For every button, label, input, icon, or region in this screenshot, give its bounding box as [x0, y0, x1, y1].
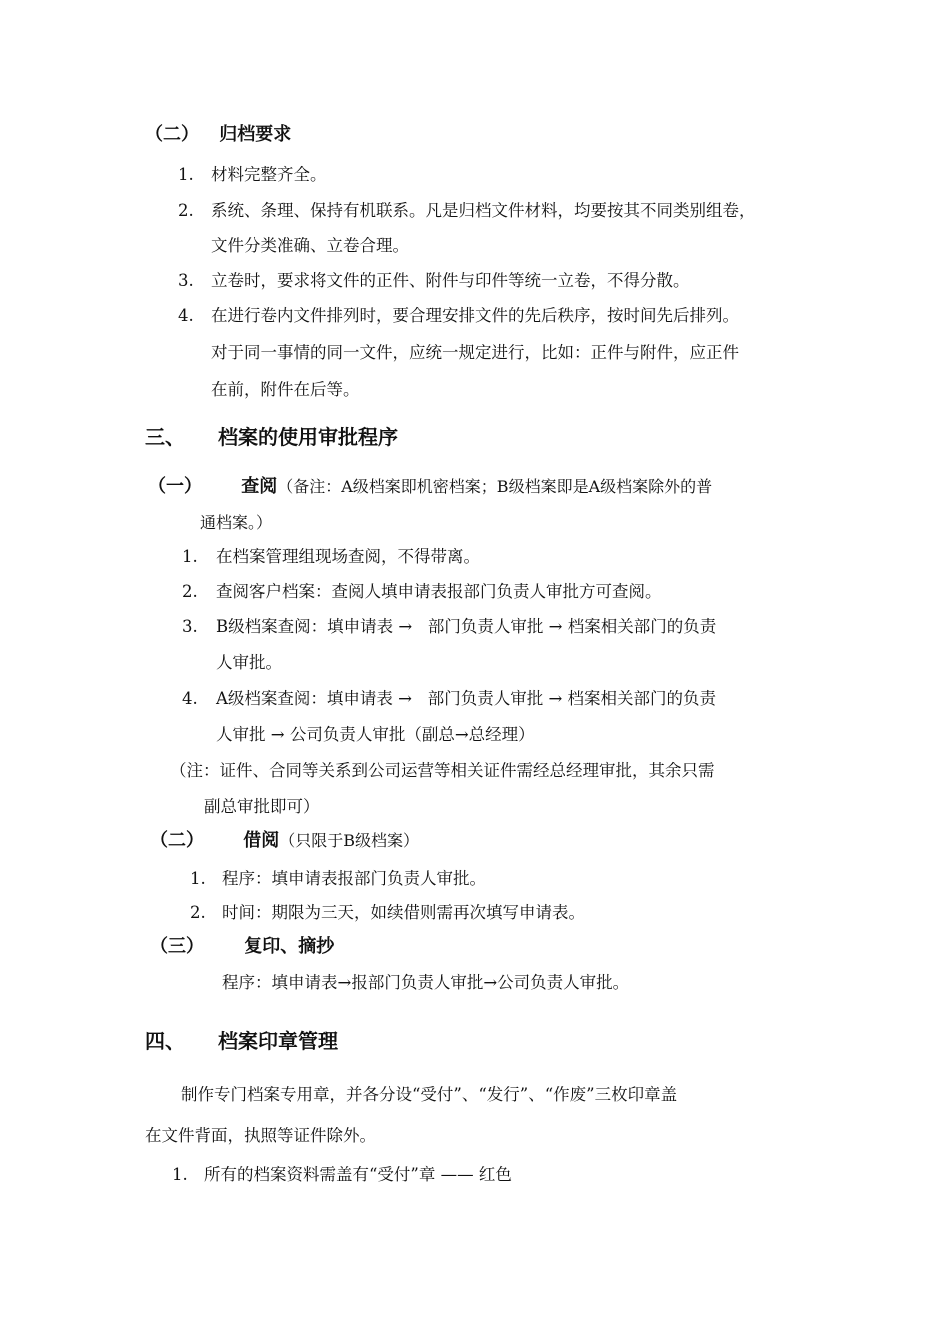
list-text: 系统、条理、保持有机联系。凡是归档文件材料，均要按其不同类别组卷，	[211, 201, 756, 220]
list-number: 3.	[178, 271, 194, 290]
list-text: 程序：填申请表报部门负责人审批。	[222, 869, 486, 888]
list-item	[178, 270, 690, 292]
list-item	[190, 902, 585, 924]
list-text: A级档案查阅：填申请表 → 部门负责人审批 → 档案相关部门的负责	[216, 689, 717, 708]
list-text-continued: 人审批 → 公司负责人审批（副总→总经理）	[216, 725, 535, 744]
list-item	[182, 581, 662, 603]
list-number: 3.	[182, 617, 198, 636]
subsection-note: （只限于B级档案）	[279, 831, 420, 850]
list-item	[190, 868, 486, 890]
subsection-note-continued: 通档案。）	[200, 513, 273, 532]
list-text: 时间：期限为三天，如续借则需再次填写申请表。	[222, 903, 585, 922]
list-item	[182, 546, 480, 568]
section-number: 三、	[145, 425, 185, 449]
list-text: 在进行卷内文件排列时，要合理安排文件的先后秩序，按时间先后排列。	[211, 306, 739, 325]
subsection-number: （三）	[150, 936, 204, 957]
list-text-continued: 在前，附件在后等。	[211, 380, 360, 399]
subsection-number: （二）	[150, 830, 204, 851]
paragraph: 制作专门档案专用章，并各分设“受付”、“发行”、“作废”三枚印章盖	[181, 1085, 678, 1104]
section-number: 四、	[145, 1029, 185, 1053]
section-heading	[145, 424, 398, 450]
subsection-heading	[145, 124, 291, 146]
subsection-title: 查阅	[241, 476, 278, 497]
subsection-title: 借阅	[243, 830, 280, 851]
list-number: 1.	[190, 869, 206, 888]
list-item	[182, 616, 716, 638]
subsection-title: 复印、摘抄	[244, 936, 335, 957]
section-heading	[145, 1028, 338, 1054]
list-number: 1.	[178, 165, 194, 184]
remark: （注：证件、合同等关系到公司运营等相关证件需经总经理审批，其余只需	[170, 761, 715, 780]
subsection-note: （备注：A级档案即机密档案；B级档案即是A级档案除外的普	[277, 477, 713, 496]
list-item	[178, 200, 756, 222]
list-item	[172, 1164, 512, 1186]
list-text-continued: 文件分类准确、立卷合理。	[211, 236, 409, 255]
subsection-number: （一）	[148, 476, 202, 497]
section-title: 档案印章管理	[217, 1029, 338, 1053]
list-item	[178, 305, 739, 327]
list-number: 1.	[182, 547, 198, 566]
subsection-heading	[150, 936, 334, 958]
list-number: 2.	[178, 201, 194, 220]
list-text-continued: 对于同一事情的同一文件，应统一规定进行，比如：正件与附件，应正件	[211, 343, 739, 362]
list-item	[178, 164, 327, 186]
list-text: 材料完整齐全。	[211, 165, 327, 184]
subsection-title: 归档要求	[219, 124, 292, 145]
list-text-continued: 人审批。	[216, 653, 282, 672]
subsection-heading	[148, 476, 712, 498]
remark-continued: 副总审批即可）	[204, 797, 320, 816]
list-number: 2.	[182, 582, 198, 601]
list-text: 在档案管理组现场查阅，不得带离。	[216, 547, 480, 566]
list-text: 查阅客户档案：查阅人填申请表报部门负责人审批方可查阅。	[216, 582, 662, 601]
list-number: 2.	[190, 903, 206, 922]
list-text: 所有的档案资料需盖有“受付”章 —— 红色	[204, 1165, 512, 1184]
list-number: 1.	[172, 1165, 188, 1184]
list-number: 4.	[178, 306, 194, 325]
paragraph-continued: 在文件背面，执照等证件除外。	[145, 1126, 376, 1145]
subsection-number: （二）	[145, 124, 199, 145]
paragraph: 程序：填申请表→报部门负责人审批→公司负责人审批。	[222, 973, 630, 992]
list-number: 4.	[182, 689, 198, 708]
list-item	[182, 688, 716, 710]
section-title: 档案的使用审批程序	[217, 425, 398, 449]
list-text: B级档案查阅：填申请表 → 部门负责人审批 → 档案相关部门的负责	[216, 617, 717, 636]
list-text: 立卷时，要求将文件的正件、附件与印件等统一立卷，不得分散。	[211, 271, 690, 290]
subsection-heading	[150, 830, 419, 852]
